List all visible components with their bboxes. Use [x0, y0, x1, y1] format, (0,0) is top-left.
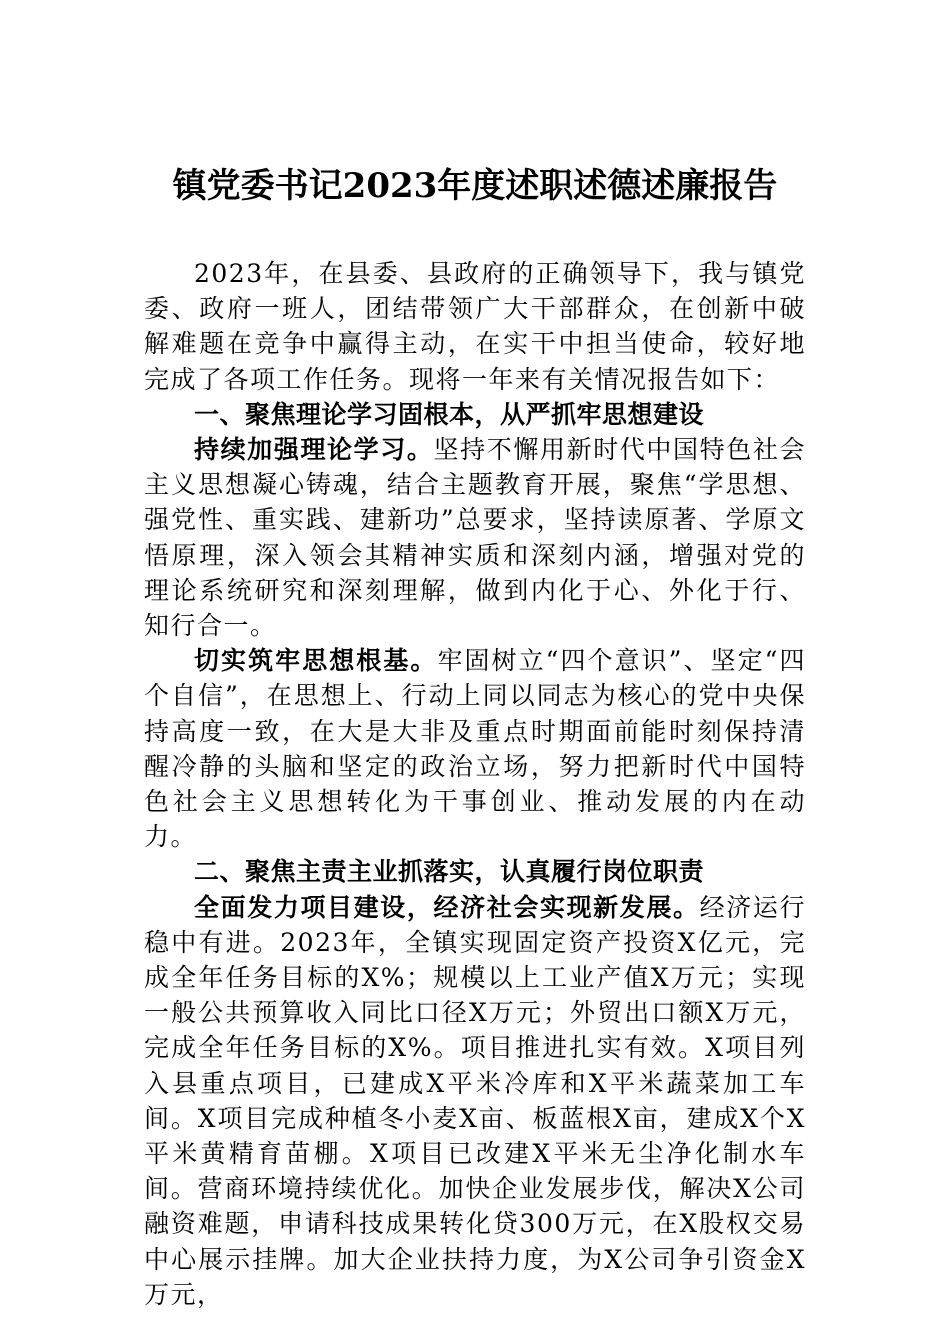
- section-1-paragraph-2: [144, 643, 806, 854]
- section-2-paragraph-1: [144, 890, 806, 1312]
- paragraph-body: 经济运行稳中有进。2023年，全镇实现固定资产投资X亿元，完成全年任务目标的X%；规模以上工业产值X万元；实现一般公共预算收入同比口径X万元；外贸出口额X万元，完成全年任务目标的X%。项目推进扎实有效。X项目列入县重点项目，已建成X平米冷库和X平米蔬菜加工车间。X项目完成种植冬小麦X亩、板蓝根X亩，建成X个X平米黄精育苗棚。X项目已改建X平米无尘净化制水车间。营商环境持续优化。加快企业发展步伐，解决X公司融资难题，申请科技成果转化贷300万元，在X股权交易中心展示挂牌。加大企业扶持力度，为X公司争引资金X万元，: [144, 892, 806, 1309]
- paragraph-lead: 持续加强理论学习。: [194, 435, 434, 465]
- paragraph-lead: 全面发力项目建设，经济社会实现新发展。: [194, 892, 700, 922]
- document-body: [144, 256, 806, 1312]
- paragraph-body: 牢固树立“四个意识”、坚定“四个自信”，在思想上、行动上同以同志为核心的党中央保持高度一致，在大是大非及重点时期面前能时刻保持清醒冷静的头脑和坚定的政治立场，努力把新时代中国特色社会主义思想转化为干事创业、推动发展的内在动力。: [144, 646, 806, 852]
- section-2-heading: 二、聚焦主责主业抓落实，认真履行岗位职责: [194, 857, 705, 887]
- section-1-heading: 一、聚焦理论学习固根本，从严抓牢思想建设: [194, 399, 705, 429]
- document-title: 镇党委书记2023年度述职述德述廉报告: [172, 166, 778, 206]
- section-1-paragraph-1: [144, 432, 806, 643]
- paragraph-lead: 切实筑牢思想根基。: [194, 646, 438, 676]
- paragraph-body: 坚持不懈用新时代中国特色社会主义思想凝心铸魂，结合主题教育开展，聚焦“学思想、强党性、重实践、建新功”总要求，坚持读原著、学原文悟原理，深入领会其精神实质和深刻内涵，增强对党的理论系统研究和深刻理解，做到内化于心、外化于行、知行合一。: [144, 435, 806, 641]
- intro-paragraph: 2023年，在县委、县政府的正确领导下，我与镇党委、政府一班人，团结带领广大干部群众，在创新中破解难题在竞争中赢得主动，在实干中担当使命，较好地完成了各项工作任务。现将一年来有关情况报告如下：: [144, 259, 806, 394]
